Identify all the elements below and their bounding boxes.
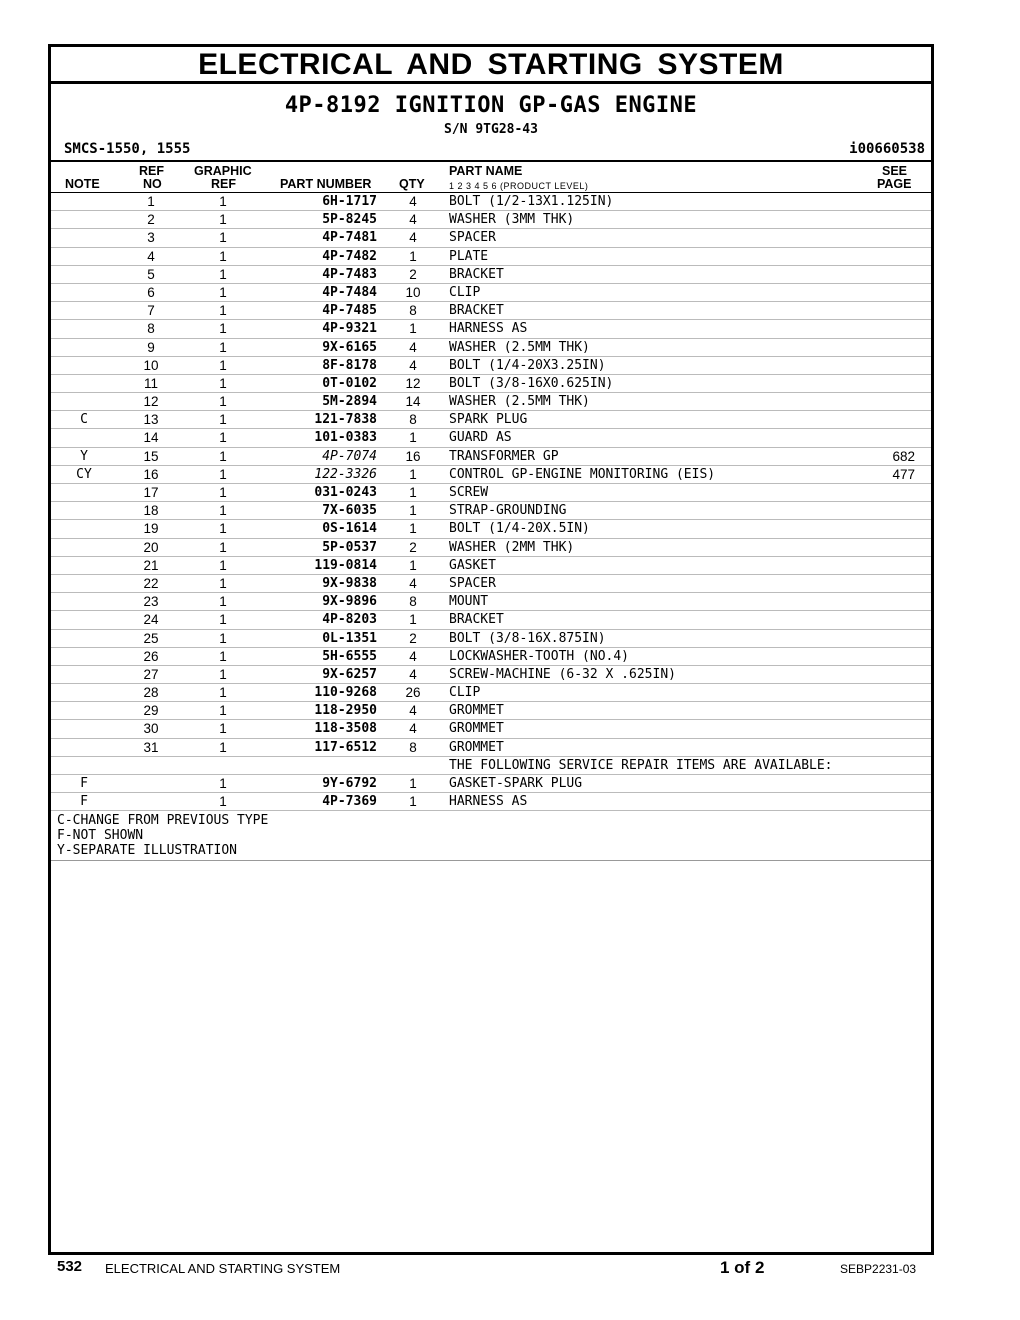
table-row [51,684,931,702]
part-number-cell: 117-6512 [314,739,377,755]
part-name-cell: PLATE [449,248,489,264]
graphic-ref-cell: 1 [219,448,227,464]
part-name-cell: WASHER (2.5MM THK) [449,394,590,410]
part-name-cell: BOLT (1/4-20X.5IN) [449,521,590,537]
part-number-cell: 4P-7484 [322,284,377,300]
ref-number-cell: 28 [143,685,159,701]
part-name-cell: BOLT (1/2-13X1.125IN) [449,194,614,209]
part-number-cell: 118-3508 [314,721,377,737]
ref-number-cell: 21 [143,557,159,573]
part-number-cell: 9X-6257 [322,666,377,682]
note-line: C-CHANGE FROM PREVIOUS TYPE [57,813,269,829]
table-row [51,339,931,357]
part-number-cell: 9Y-6792 [322,776,377,791]
smcs-row [51,140,931,162]
table-row [51,593,931,611]
part-name-cell: GASKET [449,557,496,573]
part-name-cell: GASKET-SPARK PLUG [449,776,583,791]
part-name-cell: MOUNT [449,594,489,610]
col-see-bottom: PAGE [877,177,912,191]
table-row [51,448,931,466]
ref-number-cell: 5 [147,266,155,282]
graphic-ref-cell: 1 [219,194,227,209]
ref-number-cell: 23 [143,594,159,610]
quantity-cell: 1 [409,612,417,628]
part-number-cell: 5P-0537 [322,539,377,555]
part-number-cell: 4P-9321 [322,321,377,337]
quantity-cell: 26 [405,685,421,701]
graphic-ref-cell: 1 [219,485,227,500]
quantity-cell: 1 [409,321,417,337]
quantity-cell: 2 [409,266,417,282]
part-number-cell: 6H-1717 [322,194,377,209]
ref-number-cell: 30 [143,721,159,737]
note-cell: C [80,412,88,428]
table-row [51,648,931,666]
col-qty: QTY [399,177,425,191]
table-row [51,666,931,684]
ref-number-cell: 18 [143,503,159,519]
part-name-cell: SPACER [449,575,496,591]
graphic-ref-cell: 1 [219,430,227,446]
table-header [51,162,931,193]
part-number-cell: 5P-8245 [322,212,377,228]
quantity-cell: 16 [405,448,421,464]
table-row [51,557,931,575]
ref-number-cell: 24 [143,612,159,628]
graphic-ref-cell: 1 [219,284,227,300]
part-name-cell: LOCKWASHER-TOOTH (NO.4) [449,648,630,664]
part-number-cell: 118-2950 [314,703,377,719]
graphic-ref-cell: 1 [219,630,227,646]
table-row [51,720,931,738]
see-page-cell: 477 [892,466,915,482]
see-page-cell: 682 [892,448,915,464]
col-graphic-bottom: REF [211,177,236,191]
part-name-cell: SCREW-MACHINE (6-32 X .625IN) [449,666,676,682]
quantity-cell: 14 [405,394,421,410]
graphic-ref-cell: 1 [219,539,227,555]
note-line: Y-SEPARATE ILLUSTRATION [57,843,238,859]
note-cell: F [80,794,88,810]
quantity-cell: 1 [409,557,417,573]
part-name-cell: BRACKET [449,612,504,628]
graphic-ref-cell: 1 [219,721,227,737]
quantity-cell: 2 [409,630,417,646]
quantity-cell: 8 [409,412,417,428]
part-number-cell: 7X-6035 [322,503,377,519]
graphic-ref-cell: 1 [219,575,227,591]
ref-number-cell: 25 [143,630,159,646]
page-number: 532 [57,1258,83,1275]
illustration-id: i00660538 [849,141,925,157]
part-name-cell: STRAP-GROUNDING [449,503,567,519]
part-number-cell: 5H-6555 [322,648,377,664]
parts-list-frame [48,44,934,1255]
col-see-top: SEE [882,164,908,178]
table-row [51,539,931,557]
part-number-cell: 121-7838 [314,412,377,428]
quantity-cell: 1 [409,430,417,446]
quantity-cell: 4 [409,575,417,591]
table-row [51,284,931,302]
quantity-cell: 8 [409,303,417,319]
graphic-ref-cell: 1 [219,303,227,319]
quantity-cell: 1 [409,248,417,264]
part-name-cell: THE FOLLOWING SERVICE REPAIR ITEMS ARE AVAILABLE: [449,757,833,773]
graphic-ref-cell: 1 [219,412,227,428]
ref-number-cell: 6 [147,284,155,300]
part-name-cell: CONTROL GP-ENGINE MONITORING (EIS) [449,466,716,482]
part-name-cell: HARNESS AS [449,794,528,810]
part-name-cell: WASHER (2.5MM THK) [449,339,590,355]
note-cell: F [80,776,88,791]
graphic-ref-cell: 1 [219,776,227,791]
table-row [51,520,931,538]
table-row [51,411,931,429]
part-number-cell: 4P-7485 [322,303,377,319]
part-number-cell: 4P-7481 [322,230,377,246]
graphic-ref-cell: 1 [219,266,227,282]
ref-number-cell: 20 [143,539,159,555]
part-number-cell: 9X-9896 [322,594,377,610]
table-row [51,611,931,629]
ref-number-cell: 8 [147,321,155,337]
table-row [51,193,931,211]
quantity-cell: 1 [409,776,417,791]
graphic-ref-cell: 1 [219,594,227,610]
quantity-cell: 4 [409,721,417,737]
graphic-ref-cell: 1 [219,612,227,628]
ref-number-cell: 3 [147,230,155,246]
table-row [51,211,931,229]
quantity-cell: 4 [409,230,417,246]
table-row [51,266,931,284]
table-row [51,320,931,338]
col-ref-bottom: NO [143,177,162,191]
part-number-cell: 031-0243 [314,485,377,500]
col-product-levels: 1 2 3 4 5 6 (PRODUCT LEVEL) [449,181,589,191]
page-of: 1 of 2 [720,1258,765,1277]
quantity-cell: 1 [409,794,417,810]
serial-number: S/N 9TG28-43 [444,122,538,137]
part-name-cell: WASHER (2MM THK) [449,539,575,555]
notes-legend [51,811,931,861]
graphic-ref-cell: 1 [219,248,227,264]
quantity-cell: 10 [405,284,421,300]
col-note: NOTE [65,177,100,191]
part-name-cell: SPACER [449,230,496,246]
ref-number-cell: 26 [143,648,159,664]
ref-number-cell: 11 [143,375,158,391]
part-name-cell: BRACKET [449,266,504,282]
quantity-cell: 12 [405,375,421,391]
table-row [51,393,931,411]
part-number-cell: 0L-1351 [322,630,377,646]
graphic-ref-cell: 1 [219,230,227,246]
quantity-cell: 8 [409,739,417,755]
col-ref-top: REF [139,164,164,178]
table-row [51,466,931,484]
ref-number-cell: 16 [143,466,159,482]
part-name-cell: BOLT (1/4-20X3.25IN) [449,357,606,373]
quantity-cell: 2 [409,539,417,555]
graphic-ref-cell: 1 [219,357,227,373]
table-row [51,502,931,520]
graphic-ref-cell: 1 [219,557,227,573]
ref-number-cell: 15 [143,448,159,464]
graphic-ref-cell: 1 [219,666,227,682]
part-name-cell: GROMMET [449,721,504,737]
part-number-cell: 119-0814 [314,557,377,573]
part-name-cell: WASHER (3MM THK) [449,212,575,228]
quantity-cell: 1 [409,466,417,482]
graphic-ref-cell: 1 [219,212,227,228]
page-footer [0,1258,1020,1282]
col-part-name: PART NAME [449,164,523,178]
ref-number-cell: 19 [143,521,159,537]
quantity-cell: 4 [409,357,417,373]
part-name-cell: BRACKET [449,303,504,319]
document-number: SEBP2231-03 [840,1262,917,1276]
part-name-cell: GROMMET [449,739,504,755]
ref-number-cell: 4 [147,248,155,264]
graphic-ref-cell: 1 [219,394,227,410]
ref-number-cell: 9 [147,339,155,355]
graphic-ref-cell: 1 [219,648,227,664]
ref-number-cell: 22 [143,575,159,591]
quantity-cell: 4 [409,194,417,209]
table-row [51,248,931,266]
ref-number-cell: 2 [147,212,155,228]
graphic-ref-cell: 1 [219,375,227,391]
part-number-cell: 0T-0102 [322,375,377,391]
part-number-cell: 4P-7369 [322,794,377,810]
part-number-cell: 0S-1614 [322,521,377,537]
note-cell: CY [76,466,92,482]
table-row [51,429,931,447]
graphic-ref-cell: 1 [219,503,227,519]
part-number-cell: 4P-7482 [322,248,377,264]
part-number-cell: 101-0383 [314,430,377,446]
table-row [51,775,931,793]
note-cell: Y [80,448,88,464]
ref-number-cell: 27 [143,666,159,682]
table-row [51,229,931,247]
ref-number-cell: 13 [143,412,159,428]
ref-number-cell: 14 [143,430,159,446]
table-row [51,302,931,320]
quantity-cell: 4 [409,666,417,682]
part-number-cell: 9X-9838 [322,575,377,591]
quantity-cell: 8 [409,594,417,610]
part-number-cell: 4P-7483 [322,266,377,282]
quantity-cell: 1 [409,485,417,500]
table-row [51,575,931,593]
graphic-ref-cell: 1 [219,685,227,701]
quantity-cell: 4 [409,339,417,355]
part-name-cell: HARNESS AS [449,321,528,337]
ref-number-cell: 7 [147,303,155,319]
graphic-ref-cell: 1 [219,739,227,755]
quantity-cell: 4 [409,212,417,228]
smcs-codes: SMCS-1550, 1555 [64,141,191,157]
graphic-ref-cell: 1 [219,339,227,355]
part-number-cell: 110-9268 [314,685,377,701]
part-name-cell: BOLT (3/8-16X.875IN) [449,630,606,646]
footer-section-title: ELECTRICAL AND STARTING SYSTEM [105,1261,341,1276]
group-title: 4P-8192 IGNITION GP-GAS ENGINE [284,93,698,118]
ref-number-cell: 1 [147,194,155,209]
table-row [51,793,931,811]
ref-number-cell: 29 [143,703,159,719]
part-name-cell: BOLT (3/8-16X0.625IN) [449,375,614,391]
part-number-cell: 4P-7074 [322,448,377,464]
part-number-cell: 122-3326 [314,466,377,482]
table-row [51,375,931,393]
table-row [51,739,931,757]
table-body [51,193,931,811]
graphic-ref-cell: 1 [219,466,227,482]
part-name-cell: TRANSFORMER GP [449,448,559,464]
part-number-cell: 9X-6165 [322,339,377,355]
part-name-cell: SPARK PLUG [449,412,528,428]
table-row [51,702,931,720]
col-part-number: PART NUMBER [280,177,372,191]
ref-number-cell: 10 [143,357,159,373]
graphic-ref-cell: 1 [219,521,227,537]
ref-number-cell: 17 [143,485,159,500]
graphic-ref-cell: 1 [219,703,227,719]
table-row [51,757,931,775]
col-graphic-top: GRAPHIC [194,164,252,178]
ref-number-cell: 12 [143,394,159,410]
table-row [51,357,931,375]
part-number-cell: 8F-8178 [322,357,377,373]
table-row [51,484,931,502]
part-number-cell: 5M-2894 [322,394,377,410]
section-title: ELECTRICAL AND STARTING SYSTEM [51,47,931,84]
part-name-cell: SCREW [449,485,489,500]
graphic-ref-cell: 1 [219,794,227,810]
part-name-cell: CLIP [449,284,481,300]
quantity-cell: 1 [409,503,417,519]
quantity-cell: 1 [409,521,417,537]
part-name-cell: GUARD AS [449,430,512,446]
ref-number-cell: 31 [143,739,159,755]
part-name-cell: CLIP [449,685,481,701]
part-name-cell: GROMMET [449,703,504,719]
note-line: F-NOT SHOWN [57,828,144,844]
graphic-ref-cell: 1 [219,321,227,337]
table-row [51,630,931,648]
quantity-cell: 4 [409,648,417,664]
quantity-cell: 4 [409,703,417,719]
part-number-cell: 4P-8203 [322,612,377,628]
